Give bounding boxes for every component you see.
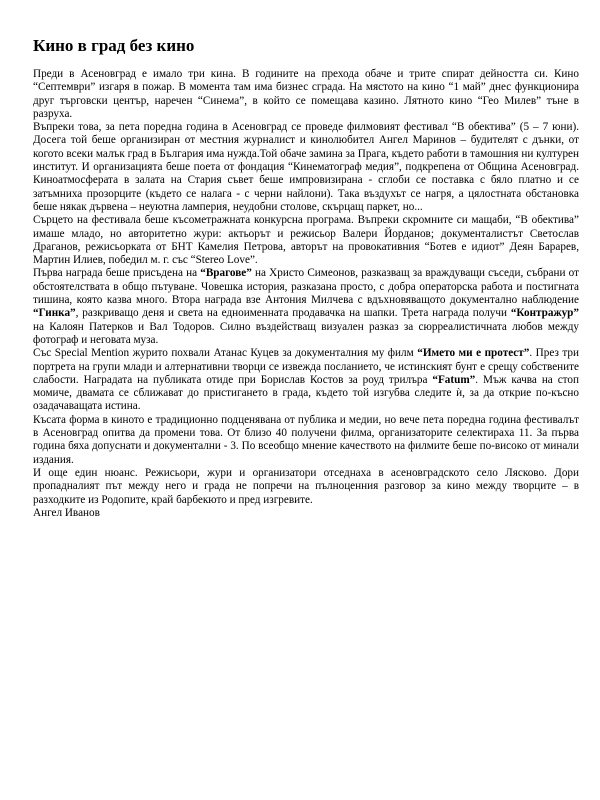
- article: [33, 28, 579, 520]
- paragraph-5: [33, 347, 579, 413]
- paragraph-4-text-a: Първа награда беше присъдена на: [33, 267, 201, 280]
- film-title-ginka: “Гинка”: [33, 307, 76, 320]
- paragraph-4-text-g: на Калоян Патерков и Вал Тодоров. Силно въздействащ визуален разказ за сюрреалистичната любов между фотограф и неговата муза.: [33, 320, 579, 346]
- paragraph-2: Въпреки това, за пета поредна година в Асеновград се проведе филмовият фестивал “В обективa” (5 – 7 юни). Досега той беше организиран от местния журналист и кинолюбител Ангел Маринов – будителят с дънки, от когото всеки малък град в България има нужда.Той обаче замина за Прага, където работи в тамошния ни културен институт. И организацията беше поета от фондация “Кинематограф медия”, подкрепена от Община Асеновград. Киноатмосферата в залата на Стария съвет беше импровизирана - сглоби се поставка с бяло платно и се затъмниха прозорците (където се налага - с черни найлони). Така въздухът се нагря, а цялостната обстановка беше някак дървена – неуютна ламперия, неудобни столове, скърцащ паркет, но...: [33, 121, 579, 213]
- paragraph-5-text-c: . През три портрета на групи млади и алтернативни творци се извежда посланието, че истинският бунт е срещу собствените слабости. Наградата на публиката отиде при Борислав Костов за роуд трилъра: [33, 347, 579, 386]
- paragraph-7: И още един нюанс. Режисьори, жури и организатори отседнаха в асеновградското село Лясково. Дори пропадналият път между него и града не попречи на пълноценния разговор за кино между творците – в разходките из Родопите, край барбекюто и пред изгревите.: [33, 466, 579, 506]
- paragraph-1: Преди в Асеновград е имало три кина. В годините на прехода обаче и трите спират дейността си. Кино “Септември” изгаря в пожар. В момента там има бизнес сграда. На мястото на кино “1 май” днес функционира друг търговски център, наречен “Синема”, в който се помещава казино. Лятното кино “Гео Милев” тъне в разруха.: [33, 68, 579, 120]
- paragraph-4-text-c: на Христо Симеонов, разказващ за враждуващи съседи, събрани от обстоятелствата в общо пътуване. Човешка история, разказана просто, с добра операторска работа и постигната тишина, която казва много. Втора награда взе Антония Милчева с вдъхновяващото документално наблюдение: [33, 267, 579, 307]
- film-title-fatum: “Fatum”: [432, 373, 476, 386]
- film-title-imeto-mi-e-protest: “Името ми е протест”: [417, 347, 530, 360]
- author-signature: Ангел Иванов: [33, 506, 100, 519]
- paragraph-4-text-e: , разкриващо деня и света на едноименната продавачка на шапки. Трета награда получи: [75, 307, 511, 320]
- paragraph-5-text-a: Със Special Mention журито похвали Атанас Куцев за документалния му филм: [33, 347, 418, 360]
- paragraph-5-text-e: . Мъж качва на стоп момиче, двамата се сближават до пристигането в града, където той изгубва следите ѝ, за да открие по-късно озадачаващата истина.: [33, 373, 579, 413]
- article-title: Кино в град без кино: [33, 36, 195, 55]
- paragraph-6: Късата форма в киното е традиционно подценявана от публика и медии, но вече пета поредна година фестивалът в Асеновград опитва да промени това. От близо 40 получени филма, организаторите селектираха 11. За първа година бяха допуснати и документални - 3. По всеобщо мнение качеството на филмите беше по-високо от минали издания.: [33, 413, 579, 466]
- article-body: [33, 68, 579, 520]
- film-title-kontrazhur: “Контражур”: [510, 307, 579, 320]
- paragraph-4: [33, 267, 579, 347]
- paragraph-3: Сърцето на фестивала беше късометражната конкурсна програма. Въпреки скромните си мащаби, “В обектива” имаше младо, но авторитетно жури: актьорът и режисьор Валери Йорданов; документалистът Светослав Драганов, режисьорката от БНТ Камелия Петрова, авторът на провокативния “Ботев е идиот” Деян Барарев, Мартин Илиев, победил м. г. със “Stereo Love”.: [33, 214, 579, 267]
- film-title-vragove: “Врагове”: [200, 267, 252, 280]
